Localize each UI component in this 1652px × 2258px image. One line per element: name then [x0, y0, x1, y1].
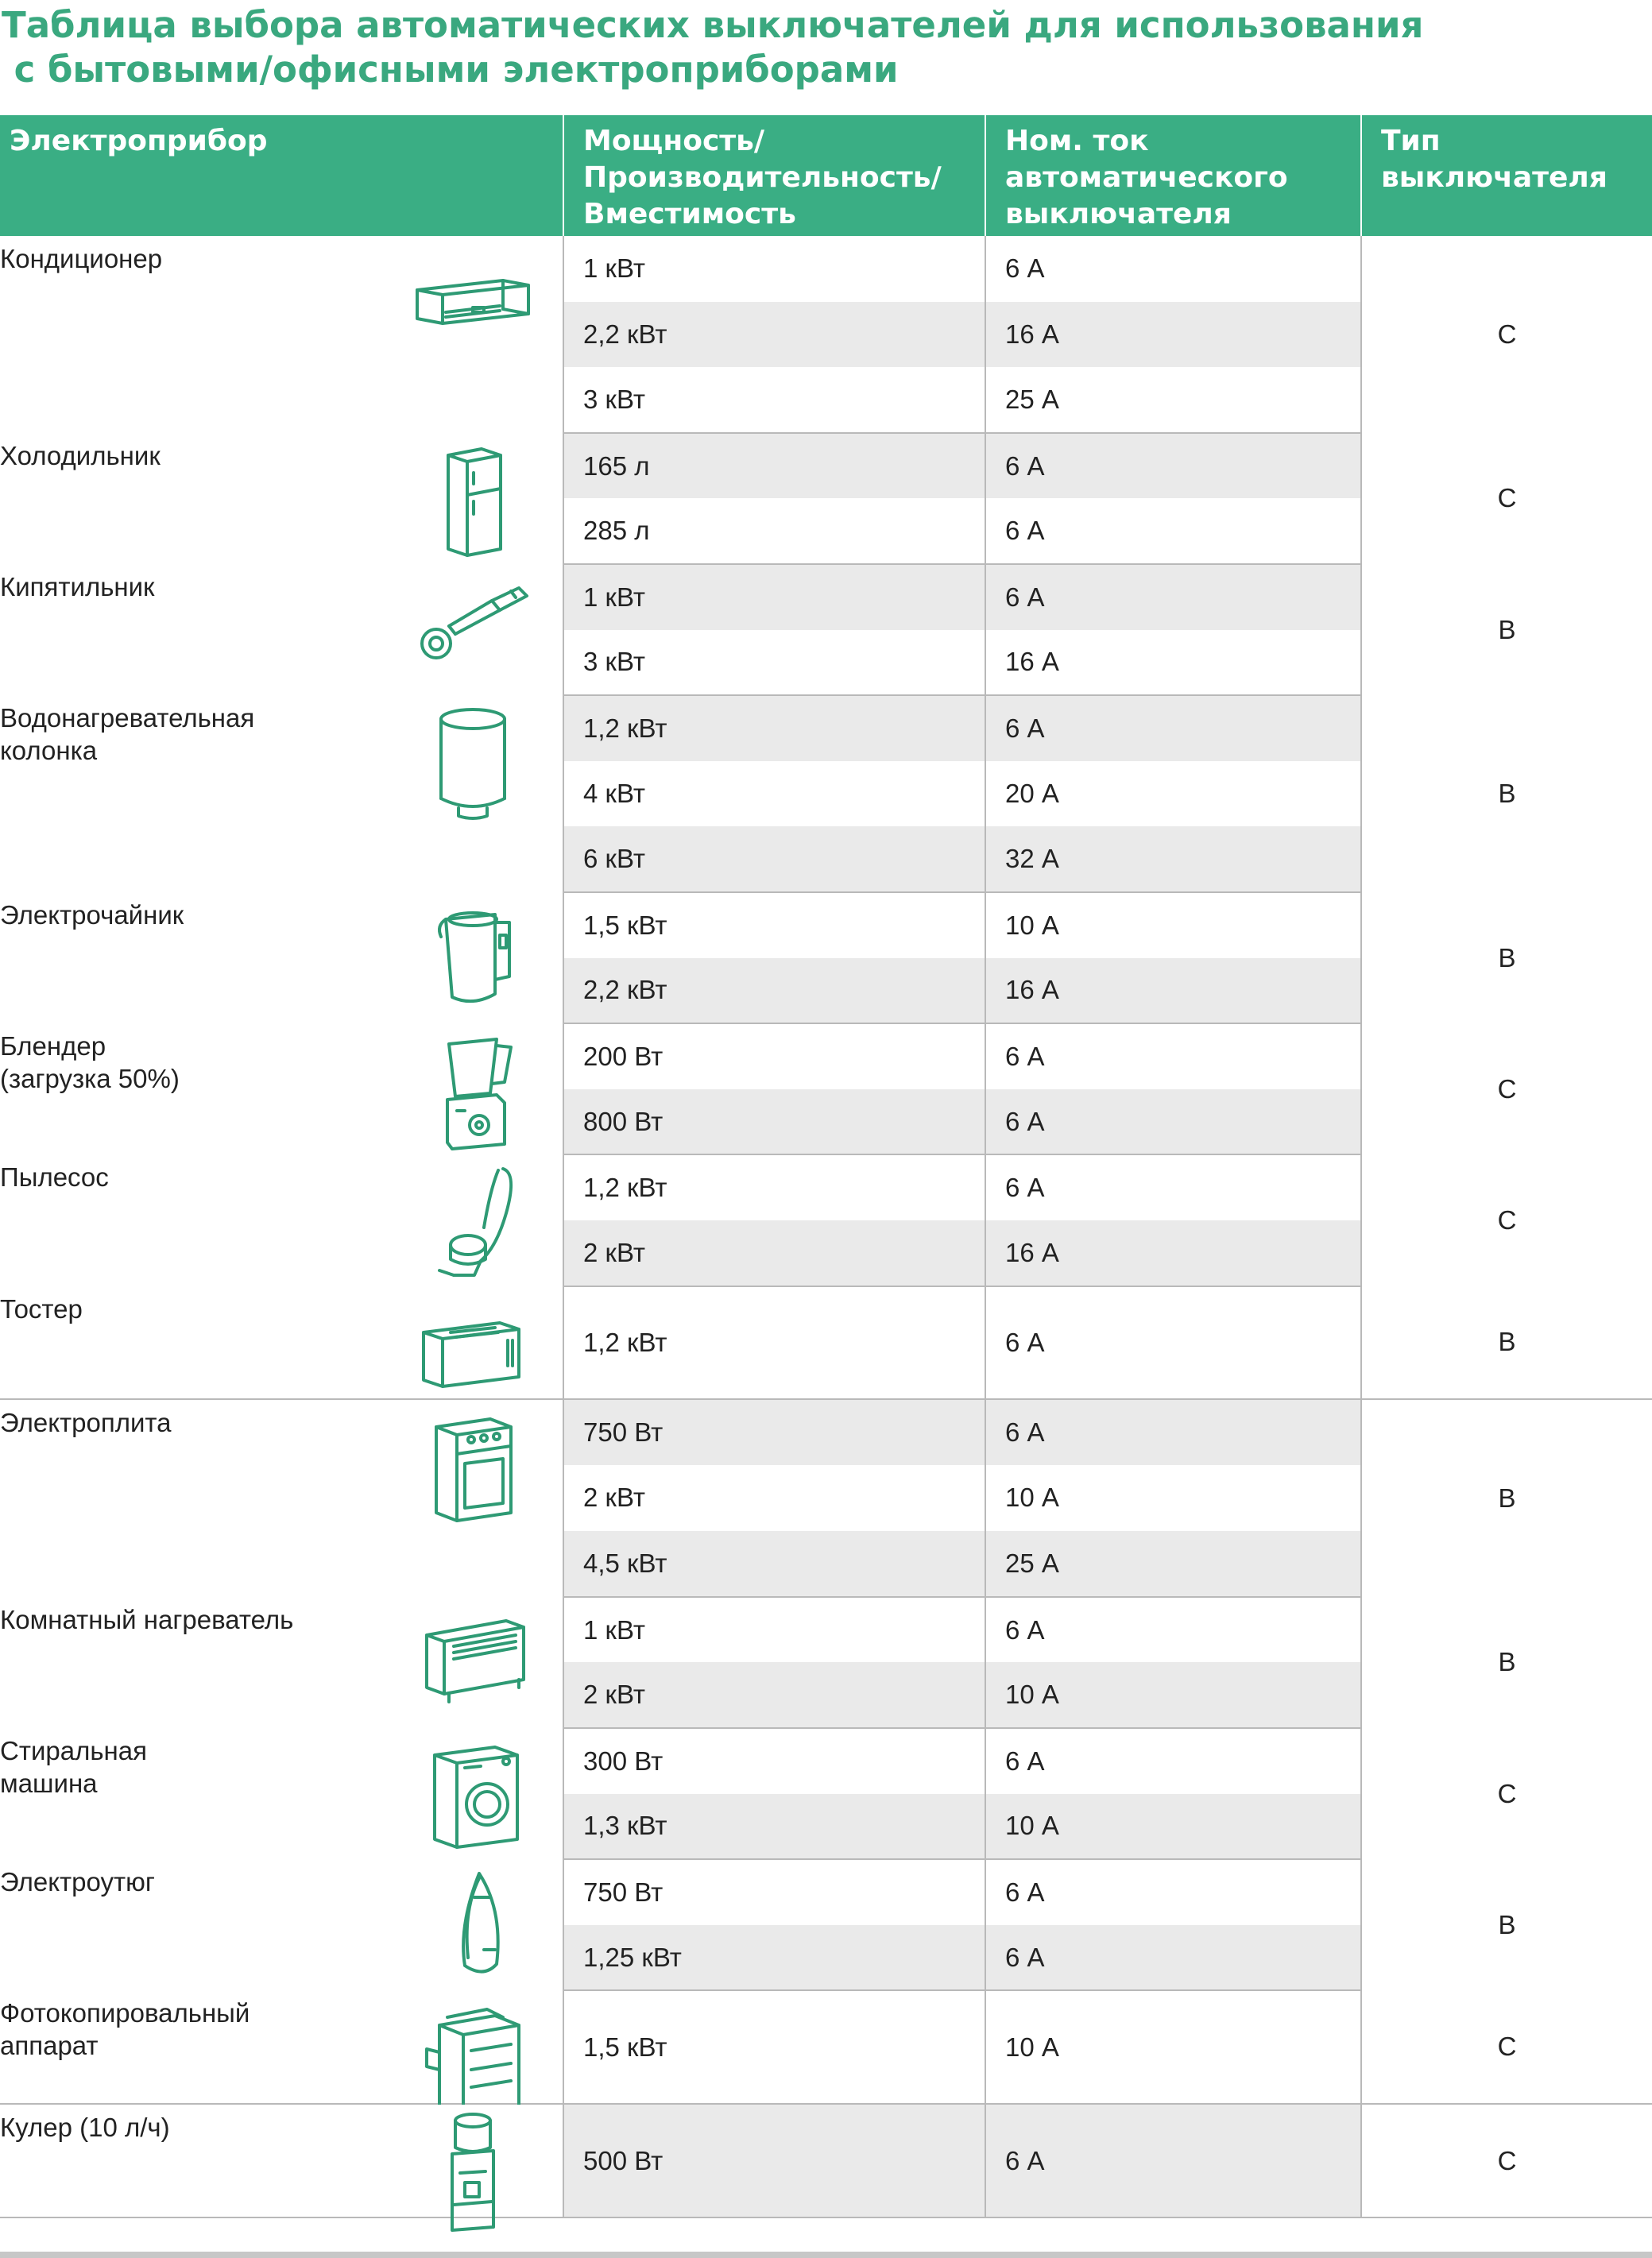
- power-cell: 285 л: [563, 498, 985, 564]
- water-cooler-icon: [408, 2108, 535, 2235]
- appliance-cell: [0, 1154, 563, 1286]
- immersion-heater-icon: [408, 567, 535, 694]
- toaster-icon: [408, 1289, 535, 1417]
- power-cell: 200 Вт: [563, 1023, 985, 1089]
- table-row: [0, 695, 1652, 761]
- current-cell: 32 А: [985, 826, 1361, 892]
- appliance-name: Холодильник: [0, 440, 161, 470]
- power-cell: 500 Вт: [563, 2104, 985, 2218]
- appliance-name: Тостер: [0, 1293, 83, 1324]
- table-row: [0, 1286, 1652, 1400]
- appliance-cell: [0, 433, 563, 564]
- appliance-name: Электрочайник: [0, 899, 184, 930]
- table-row: [0, 1023, 1652, 1089]
- current-cell: 6 А: [985, 236, 1361, 302]
- current-cell: 6 А: [985, 498, 1361, 564]
- iron-icon: [408, 1862, 535, 1989]
- breaker-type-cell: B: [1361, 695, 1652, 892]
- power-cell: 750 Вт: [563, 1859, 985, 1925]
- current-cell: 6 А: [985, 1399, 1361, 1465]
- table-row: [0, 564, 1652, 630]
- current-cell: 6 А: [985, 1154, 1361, 1220]
- appliance-cell: [0, 1023, 563, 1154]
- power-cell: 3 кВт: [563, 367, 985, 433]
- power-cell: 2,2 кВт: [563, 958, 985, 1024]
- page-title: Таблица выбора автоматических выключателей для использования с бытовыми/офисными электроприборами: [2, 4, 1424, 91]
- appliance-cell: [0, 1597, 563, 1728]
- appliance-cell: [0, 236, 563, 433]
- power-cell: 1,25 кВт: [563, 1925, 985, 1991]
- appliance-cell: [0, 1728, 563, 1859]
- appliance-name: Электроутюг: [0, 1867, 155, 1897]
- power-cell: 6 кВт: [563, 826, 985, 892]
- power-cell: 1 кВт: [563, 1597, 985, 1663]
- breaker-type-cell: B: [1361, 564, 1652, 695]
- appliance-cell: [0, 1286, 563, 1400]
- current-cell: 25 А: [985, 367, 1361, 433]
- header-appliance: Электроприбор: [0, 115, 563, 236]
- current-cell: 10 А: [985, 892, 1361, 958]
- current-cell: 6 А: [985, 1728, 1361, 1794]
- room-heater-icon: [408, 1600, 535, 1727]
- current-cell: 6 А: [985, 564, 1361, 630]
- appliance-name: Кондиционер: [0, 244, 163, 273]
- breaker-type-cell: C: [1361, 236, 1652, 433]
- water-heater-icon: [408, 698, 535, 825]
- current-cell: 6 А: [985, 2104, 1361, 2218]
- table-header-row: [0, 115, 1652, 236]
- appliance-name: Электроплита: [0, 1408, 172, 1438]
- appliance-name: Комнатный нагреватель: [0, 1604, 294, 1634]
- breaker-type-cell: C: [1361, 1990, 1652, 2104]
- table-row: [0, 1154, 1652, 1220]
- current-cell: 10 А: [985, 1990, 1361, 2104]
- power-cell: 2 кВт: [563, 1465, 985, 1531]
- table-body: [0, 236, 1652, 2217]
- breaker-type-cell: C: [1361, 1728, 1652, 1859]
- current-cell: 6 А: [985, 1089, 1361, 1155]
- power-cell: 1,2 кВт: [563, 1286, 985, 1400]
- power-cell: 1,2 кВт: [563, 1154, 985, 1220]
- appliance-cell: [0, 1399, 563, 1597]
- table-row: [0, 892, 1652, 958]
- power-cell: 1,2 кВт: [563, 695, 985, 761]
- appliance-name: Водонагревательная колонка: [0, 703, 255, 766]
- current-cell: 10 А: [985, 1465, 1361, 1531]
- blender-icon: [408, 1027, 535, 1154]
- appliance-cell: [0, 695, 563, 892]
- power-cell: 165 л: [563, 433, 985, 499]
- appliance-cell: [0, 1859, 563, 1990]
- breaker-type-cell: B: [1361, 892, 1652, 1023]
- power-cell: 1 кВт: [563, 236, 985, 302]
- breaker-type-cell: B: [1361, 1859, 1652, 1990]
- appliance-name: Стиральная машина: [0, 1736, 147, 1799]
- appliance-name: Кипятильник: [0, 571, 155, 601]
- power-cell: 800 Вт: [563, 1089, 985, 1155]
- appliance-name: Пылесос: [0, 1162, 109, 1193]
- current-cell: 6 А: [985, 1597, 1361, 1663]
- current-cell: 6 А: [985, 1023, 1361, 1089]
- kettle-icon: [408, 895, 535, 1023]
- table-row: [0, 433, 1652, 499]
- table-row: [0, 236, 1652, 302]
- appliance-cell: [0, 892, 563, 1023]
- appliance-cell: [0, 2104, 563, 2218]
- power-cell: 2,2 кВт: [563, 302, 985, 368]
- table-row: [0, 1728, 1652, 1794]
- current-cell: 6 А: [985, 695, 1361, 761]
- power-cell: 2 кВт: [563, 1662, 985, 1728]
- current-cell: 6 А: [985, 1925, 1361, 1991]
- current-cell: 10 А: [985, 1794, 1361, 1860]
- breaker-type-cell: C: [1361, 1023, 1652, 1154]
- breaker-table: [0, 115, 1652, 2218]
- appliance-name: Блендер (загрузка 50%): [0, 1031, 180, 1094]
- electric-stove-icon: [408, 1403, 535, 1530]
- air-conditioner-icon: [409, 241, 536, 368]
- power-cell: 4,5 кВт: [563, 1531, 985, 1597]
- current-cell: 6 А: [985, 1286, 1361, 1400]
- breaker-type-cell: C: [1361, 2104, 1652, 2218]
- power-cell: 300 Вт: [563, 1728, 985, 1794]
- breaker-type-cell: B: [1361, 1286, 1652, 1400]
- table-row: [0, 1399, 1652, 1465]
- power-cell: 1,5 кВт: [563, 892, 985, 958]
- appliance-cell: [0, 564, 563, 695]
- power-cell: 3 кВт: [563, 630, 985, 696]
- washing-machine-icon: [408, 1731, 535, 1858]
- appliance-name: Кулер (10 л/ч): [0, 2112, 170, 2142]
- table-row: [0, 1859, 1652, 1925]
- current-cell: 16 А: [985, 302, 1361, 368]
- breaker-type-cell: B: [1361, 1597, 1652, 1728]
- breaker-type-cell: B: [1361, 1399, 1652, 1597]
- current-cell: 16 А: [985, 1220, 1361, 1286]
- current-cell: 20 А: [985, 761, 1361, 827]
- power-cell: 750 Вт: [563, 1399, 985, 1465]
- header-breaker-type: Тип выключателя: [1361, 115, 1652, 236]
- power-cell: 1 кВт: [563, 564, 985, 630]
- appliance-cell: [0, 1990, 563, 2104]
- breaker-type-cell: C: [1361, 433, 1652, 564]
- bottom-rule: [0, 2252, 1652, 2258]
- current-cell: 6 А: [985, 433, 1361, 499]
- current-cell: 16 А: [985, 958, 1361, 1024]
- refrigerator-icon: [408, 438, 536, 565]
- power-cell: 2 кВт: [563, 1220, 985, 1286]
- breaker-type-cell: C: [1361, 1154, 1652, 1286]
- power-cell: 4 кВт: [563, 761, 985, 827]
- current-cell: 6 А: [985, 1859, 1361, 1925]
- current-cell: 10 А: [985, 1662, 1361, 1728]
- table-row: [0, 2104, 1652, 2218]
- vacuum-cleaner-icon: [408, 1158, 535, 1285]
- header-power: Мощность/ Производительность/ Вместимость: [563, 115, 985, 236]
- current-cell: 25 А: [985, 1531, 1361, 1597]
- table-row: [0, 1597, 1652, 1663]
- appliance-name: Фотокопировальный аппарат: [0, 1998, 250, 2061]
- current-cell: 16 А: [985, 630, 1361, 696]
- power-cell: 1,3 кВт: [563, 1794, 985, 1860]
- power-cell: 1,5 кВт: [563, 1990, 985, 2104]
- header-rated-current: Ном. ток автоматического выключателя: [985, 115, 1361, 236]
- photocopier-icon: [408, 1993, 535, 2121]
- table-row: [0, 1990, 1652, 2104]
